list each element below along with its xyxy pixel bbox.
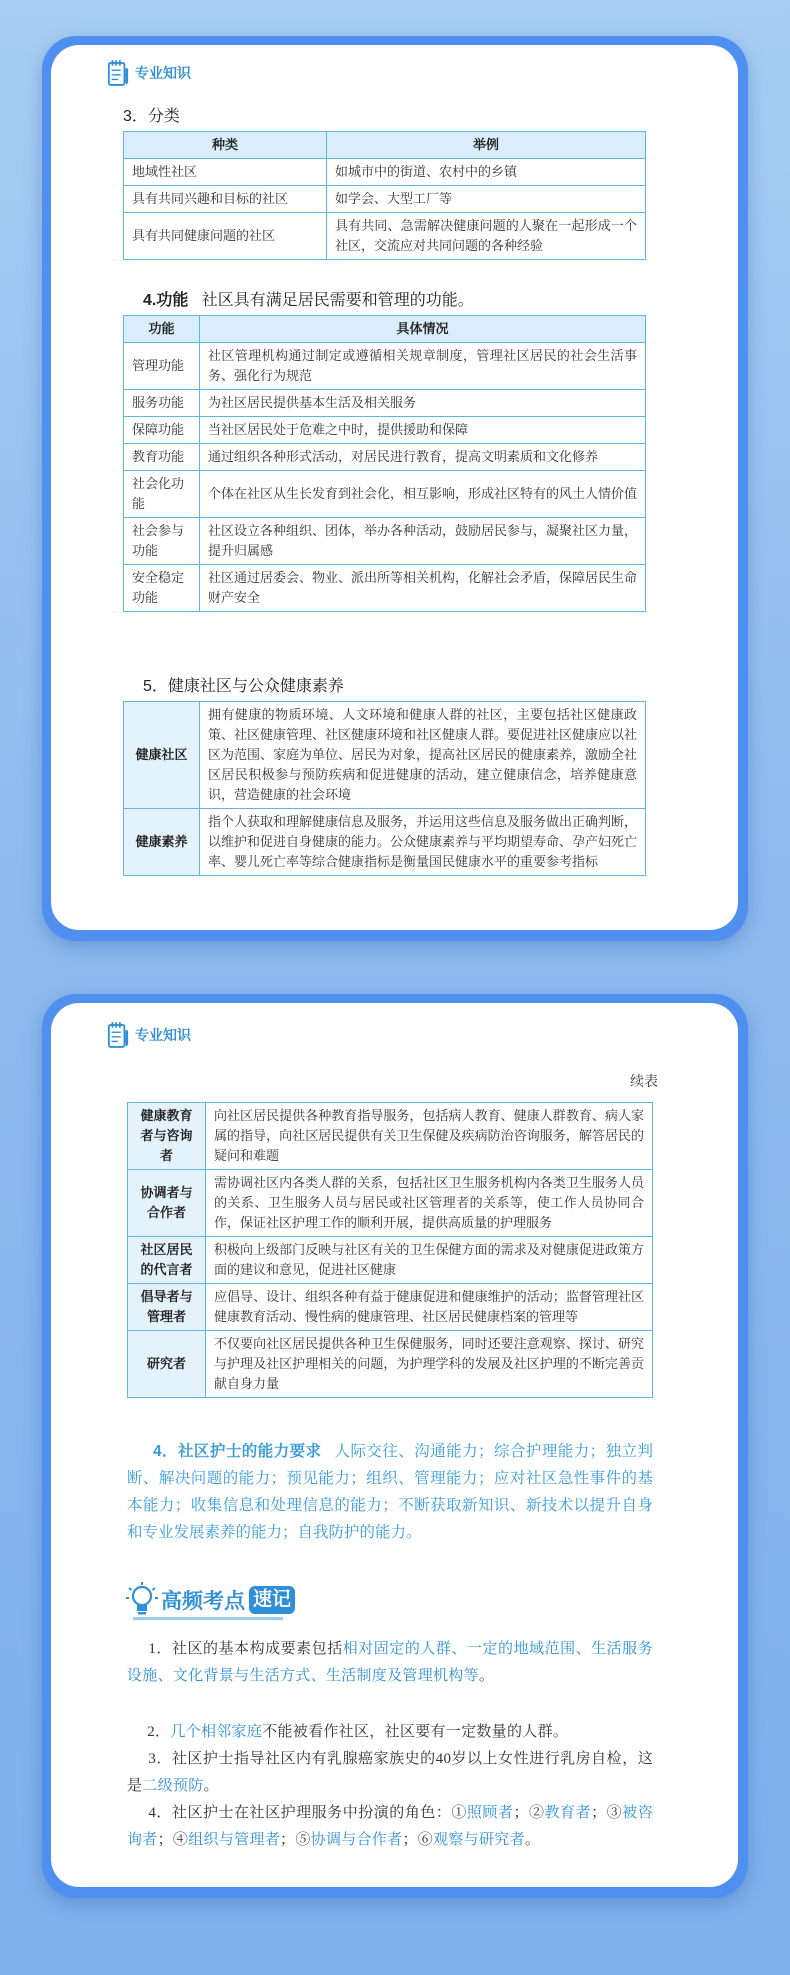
section-4-title-bold: 4.功能: [143, 292, 189, 309]
table-cell: 如学会、大型工厂等: [327, 186, 646, 213]
memo-text: ；⑥: [402, 1832, 434, 1848]
table-cell: 应倡导、设计、组织各种有益于健康促进和健康维护的活动；监督管理社区健康教育活动、慢性病的健康管理、社区居民健康档案的管理等: [206, 1284, 653, 1331]
table-cell: 指个人获取和理解健康信息及服务，并运用这些信息及服务做出正确判断，以维护和促进自身健康的能力。公众健康素养与平均期望寿命、孕产妇死亡率、婴儿死亡率等综合健康指标是衡量国民健康水平的重要参考指标: [200, 809, 646, 876]
table-row: [124, 471, 646, 518]
ability-paragraph: [127, 1438, 653, 1546]
table-row: [124, 417, 646, 444]
nurse-roles-table: [127, 1102, 653, 1398]
table-cell: 保障功能: [124, 417, 200, 444]
section-3-title: 3．分类: [123, 108, 180, 125]
health-literacy-table: [123, 701, 646, 876]
table-cell: 社会参与功能: [124, 518, 200, 565]
memo-text: ；④: [157, 1832, 189, 1848]
heading-underline: [133, 1617, 283, 1620]
memo-item-4: [127, 1800, 653, 1854]
table-cell: 需协调社区内各类人群的关系，包括社区卫生服务机构内各类卫生服务人员的关系、卫生服务人员与居民或社区管理者的关系等，使工作人员协同合作，保证社区护理工作的顺利开展，提供高质量的护理服务: [206, 1170, 653, 1237]
memo-text: 3．社区护士指导社区内有乳腺癌家族史的40岁以上女性进行乳房自检，这是: [127, 1751, 654, 1794]
memo-text: 4．社区护士在社区护理服务中扮演的角色：①: [148, 1805, 467, 1821]
table-header: 种类: [124, 132, 327, 159]
table-cell: 个体在社区从生长发育到社会化，相互影响，形成社区特有的风土人情价值: [200, 471, 646, 518]
section-4-title-desc: 社区具有满足居民需要和管理的功能。: [201, 292, 474, 309]
table-row-header: 健康社区: [124, 702, 200, 809]
continued-label: 续表: [630, 1075, 658, 1090]
memo-text: ；②: [513, 1805, 545, 1821]
function-table: [123, 315, 646, 612]
table-row: [124, 213, 646, 260]
table-header: 功能: [124, 316, 200, 343]
memo-highlight: 照顾者: [466, 1805, 514, 1821]
table-cell: 具有共同、急需解决健康问题的人聚在一起形成一个社区，交流应对共同问题的各种经验: [327, 213, 646, 260]
table-row: [128, 1331, 653, 1398]
quick-memo-badge: 速记: [249, 1586, 295, 1614]
table-cell: 社会化功能: [124, 471, 200, 518]
table-cell: 具有共同健康问题的社区: [124, 213, 327, 260]
memo-highlight: 二级预防: [142, 1778, 204, 1794]
section-header: [107, 59, 191, 87]
table-cell: 拥有健康的物质环境、人文环境和健康人群的社区，主要包括社区健康政策、社区健康管理、社区健康环境和社区健康人群。要促进社区健康应以社区为范围、家庭为单位、居民为对象，提高社区居民的健康素养，激励全社区居民积极参与预防疾病和促进健康的活动，建立健康信念，培养健康意识，营造健康的社会环境: [200, 702, 646, 809]
table-cell: 服务功能: [124, 390, 200, 417]
memo-highlight: 教育者: [544, 1805, 592, 1821]
table-row-header: 倡导者与管理者: [128, 1284, 206, 1331]
memo-text: ；③: [591, 1805, 623, 1821]
table-row: [128, 1284, 653, 1331]
table-row: [124, 390, 646, 417]
memo-text: 。: [478, 1668, 495, 1684]
frequent-points-heading: [125, 1581, 295, 1619]
header-label: 专业知识: [135, 1027, 191, 1043]
frequent-points-title: 高频考点: [161, 1590, 245, 1613]
table-cell: 当社区居民处于危难之中时，提供援助和保障: [200, 417, 646, 444]
table-row: [128, 1170, 653, 1237]
memo-text: ；⑤: [280, 1832, 311, 1848]
lightbulb-icon: [125, 1581, 159, 1619]
table-row-header: 健康素养: [124, 809, 200, 876]
table-cell: 教育功能: [124, 444, 200, 471]
table-row-header: 协调者与合作者: [128, 1170, 206, 1237]
memo-highlight: 几个相邻家庭: [170, 1724, 263, 1740]
table-cell: 如城市中的街道、农村中的乡镇: [327, 159, 646, 186]
section-5-title: 5．健康社区与公众健康素养: [143, 678, 344, 695]
table-cell: 通过组织各种形式活动，对居民进行教育，提高文明素质和文化修养: [200, 444, 646, 471]
table-row: [124, 518, 646, 565]
table-cell: 社区设立各种组织、团体，举办各种活动，鼓励居民参与，凝聚社区力量，提升归属感: [200, 518, 646, 565]
memo-text: 。: [203, 1778, 219, 1794]
memo-highlight: 组织与管理者: [188, 1832, 281, 1848]
table-cell: 地域性社区: [124, 159, 327, 186]
memo-highlight: 相对固定的人群、一定的地域范围、生活服务设施、文化背景与生活方式、生活制度及管理机构等: [127, 1641, 653, 1684]
table-row: [124, 444, 646, 471]
page-card-2: [42, 994, 748, 1898]
header-label: 专业知识: [135, 65, 191, 81]
classification-table: [123, 131, 646, 260]
page-card-1: [42, 36, 748, 941]
table-cell: 安全稳定功能: [124, 565, 200, 612]
table-cell: 社区通过居委会、物业、派出所等相关机构，化解社会矛盾，保障居民生命财产安全: [200, 565, 646, 612]
ability-text: 人际交往、沟通能力；综合护理能力；独立判断、解决问题的能力；预见能力；组织、管理能力；应对社区急性事件的基本能力；收集信息和处理信息的能力；不断获取新知识、新技术以提升自身和专业发展素养的能力；自我防护的能力。: [127, 1443, 654, 1541]
memo-item-1: [127, 1636, 653, 1690]
table-row: [124, 565, 646, 612]
table-row: [124, 186, 646, 213]
table-cell: 向社区居民提供各种教育指导服务，包括病人教育、健康人群教育、病人家属的指导，向社区居民提供有关卫生保健及疾病防治咨询服务，解答居民的疑问和难题: [206, 1103, 653, 1170]
table-cell: 为社区居民提供基本生活及相关服务: [200, 390, 646, 417]
table-row: [124, 159, 646, 186]
section-4-title: [143, 287, 474, 310]
table-row: [124, 343, 646, 390]
table-cell: 社区管理机构通过制定或遵循相关规章制度，管理社区居民的社会生活事务、强化行为规范: [200, 343, 646, 390]
table-row: [128, 1103, 653, 1170]
notebook-icon: [107, 1021, 129, 1049]
memo-item-3: [127, 1746, 653, 1800]
table-cell: 具有共同兴趣和目标的社区: [124, 186, 327, 213]
table-cell: 管理功能: [124, 343, 200, 390]
table-header: 具体情况: [200, 316, 646, 343]
page-card-2-content: [51, 1003, 738, 1887]
table-row: [124, 809, 646, 876]
memo-text: 2．: [147, 1724, 171, 1740]
table-cell: 不仅要向社区居民提供各种卫生保健服务，同时还要注意观察、探讨、研究与护理及社区护理相关的问题，为护理学科的发展及社区护理的不断完善贡献自身力量: [206, 1331, 653, 1398]
section-header: [107, 1021, 191, 1049]
page-card-1-content: [51, 45, 738, 930]
table-row-header: 社区居民的代言者: [128, 1237, 206, 1284]
table-row: [124, 702, 646, 809]
ability-title: 4．社区护士的能力要求: [152, 1443, 322, 1460]
memo-highlight: 观察与研究者: [433, 1832, 525, 1848]
table-row: [128, 1237, 653, 1284]
notebook-icon: [107, 59, 129, 87]
memo-item-2: [127, 1719, 653, 1746]
table-header: 举例: [327, 132, 646, 159]
memo-text: 1．社区的基本构成要素包括: [148, 1641, 343, 1657]
memo-highlight: 被咨询者: [127, 1805, 653, 1848]
table-row-header: 健康教育者与咨询者: [128, 1103, 206, 1170]
table-cell: 积极向上级部门反映与社区有关的卫生保健方面的需求及对健康促进政策方面的建议和意见，促进社区健康: [206, 1237, 653, 1284]
memo-highlight: 协调与合作者: [310, 1832, 403, 1848]
memo-text: 不能被看作社区，社区要有一定数量的人群。: [262, 1724, 569, 1740]
table-row-header: 研究者: [128, 1331, 206, 1398]
memo-text: 。: [524, 1832, 541, 1848]
